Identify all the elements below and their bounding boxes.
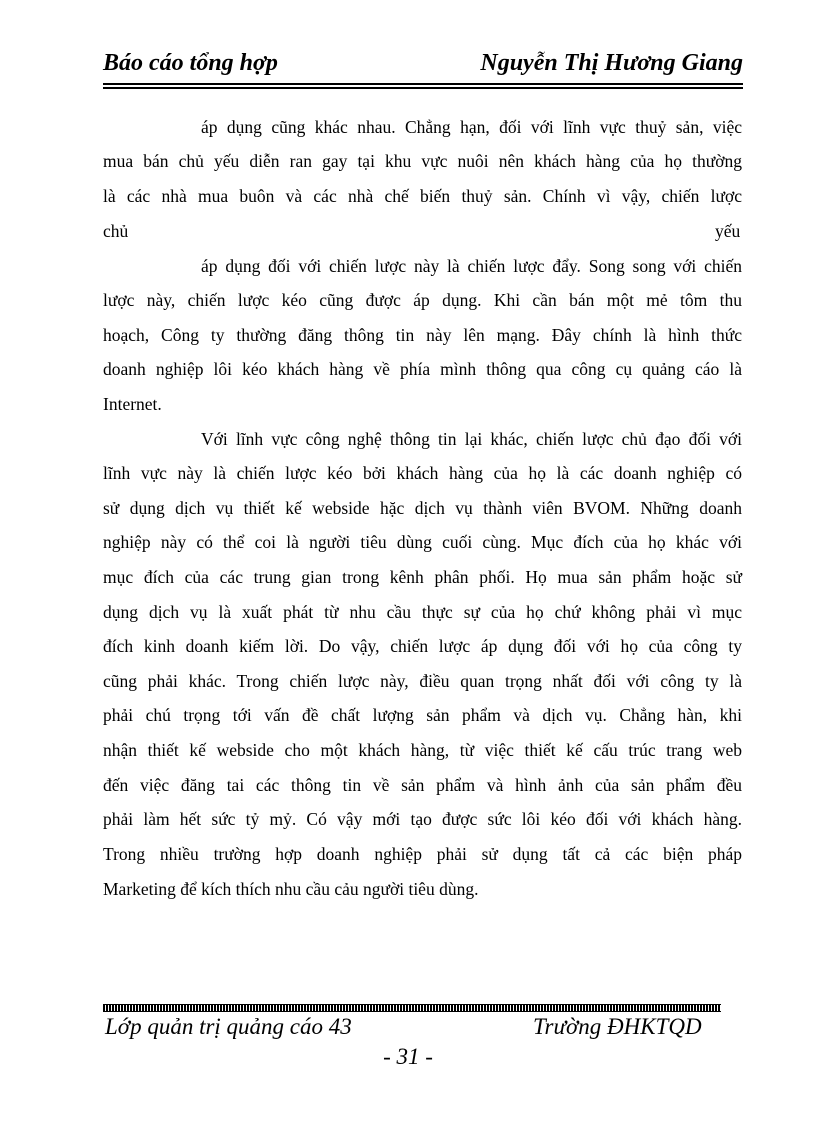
text-line: lĩnh vực này là chiến lược kéo bởi khách hàng của họ là các doanh nghiệp có bbox=[103, 463, 742, 483]
header-report-title: Báo cáo tổng hợp bbox=[103, 50, 278, 76]
footer-rule bbox=[103, 1004, 721, 1012]
text-line: nghiệp này có thể coi là người tiêu dùng cuối cùng. Mục đích của họ khác với bbox=[103, 532, 742, 552]
text-line: Internet. bbox=[103, 394, 162, 414]
text-line: lược này, chiến lược kéo cũng được áp dụng. Khi cần bán một mẻ tôm thu bbox=[103, 290, 742, 310]
text-line: là các nhà mua buôn và các nhà chế biến thuỷ sản. Chính vì vậy, chiến lược bbox=[103, 186, 742, 206]
text-line: mua bán chủ yếu diễn ran gay tại khu vực nuôi nên khách hàng của họ thường bbox=[103, 151, 742, 171]
text-line: mục đích của các trung gian trong kênh phân phối. Họ mua sản phẩm hoặc sử bbox=[103, 567, 742, 587]
text-line: áp dụng cũng khác nhau. Chẳng hạn, đối với lĩnh vực thuỷ sản, việc bbox=[201, 117, 742, 137]
text-line: dụng dịch vụ là xuất phát từ nhu cầu thực sự của họ chứ không phải vì mục bbox=[103, 602, 742, 622]
header-author-name: Nguyễn Thị Hương Giang bbox=[480, 50, 743, 76]
text-line: hoạch, Công ty thường đăng thông tin này lên mạng. Đây chính là hình thức bbox=[103, 325, 742, 345]
text-line: Marketing để kích thích nhu cầu cảu người tiêu dùng. bbox=[103, 879, 479, 899]
page-number: - 31 - bbox=[383, 1044, 433, 1069]
text-line: áp dụng đối với chiến lược này là chiến lược đẩy. Song song với chiến bbox=[201, 256, 742, 276]
text-line: sử dụng dịch vụ thiết kế webside hặc dịch vụ thành viên BVOM. Những doanh bbox=[103, 498, 742, 518]
text-line: phải chú trọng tới vấn đề chất lượng sản phẩm và dịch vụ. Chẳng hàn, khi bbox=[103, 705, 742, 725]
text-line: Trong nhiều trường hợp doanh nghiệp phải sử dụng tất cả các biện pháp bbox=[103, 844, 742, 864]
text-line: Với lĩnh vực công nghệ thông tin lại khác, chiến lược chủ đạo đối với bbox=[201, 429, 742, 449]
text-line: cũng phải khác. Trong chiến lược này, điều quan trọng nhất đối với công ty là bbox=[103, 671, 742, 691]
text-line: doanh nghiệp lôi kéo khách hàng về phía mình thông qua công cụ quảng cáo là bbox=[103, 359, 742, 379]
header-rule bbox=[103, 83, 743, 85]
header-rule-double bbox=[103, 87, 743, 89]
text-line: nhận thiết kế webside cho một khách hàng, từ việc thiết kế cấu trúc trang web bbox=[103, 740, 742, 760]
footer-class-name: Lớp quản trị quảng cáo 43 bbox=[105, 1014, 352, 1039]
text-line: đích kinh doanh kiếm lời. Do vậy, chiến lược áp dụng đối với họ của công ty bbox=[103, 636, 742, 656]
page-header bbox=[103, 50, 743, 84]
text-line: phải làm hết sức tỷ mỷ. Có vậy mới tạo được sức lôi kéo đối với khách hàng. bbox=[103, 809, 742, 829]
text-line: chủ bbox=[103, 221, 129, 241]
text-line: đến việc đăng tai các thông tin về sản phẩm và hình ảnh của sản phẩm đều bbox=[103, 775, 742, 795]
footer-university: Trường ĐHKTQD bbox=[533, 1014, 702, 1039]
text-line: yếu bbox=[715, 221, 741, 241]
